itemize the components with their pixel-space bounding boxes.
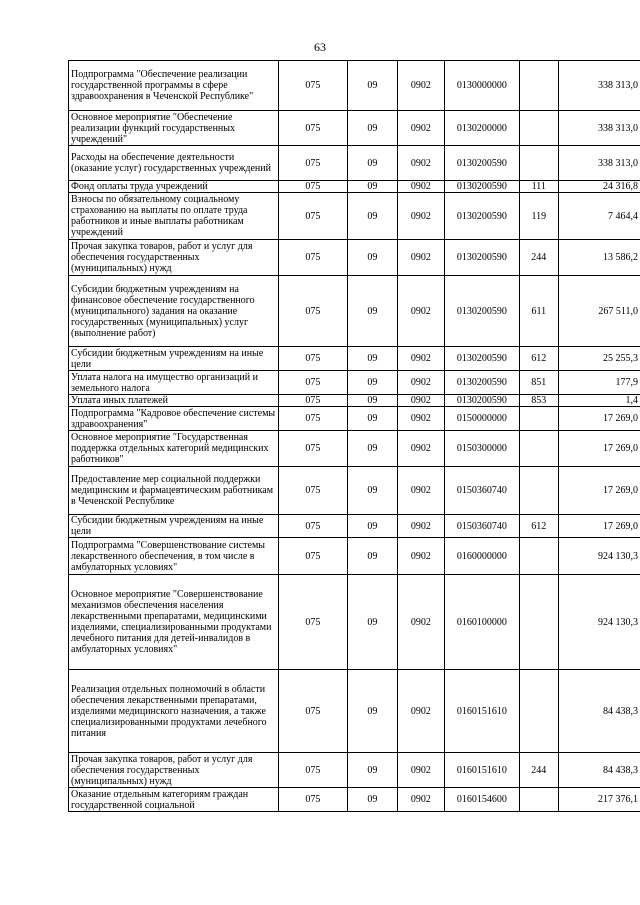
table-row — [69, 670, 640, 753]
row-amount: 338 313,0 — [558, 111, 640, 146]
row-expense-type — [519, 111, 558, 146]
table-row — [69, 240, 640, 276]
row-subsection-code: 0902 — [397, 146, 444, 181]
row-subsection-code: 0902 — [397, 347, 444, 371]
row-target-article: 0160154600 — [445, 788, 520, 812]
row-name: Подпрограмма "Обеспечение реализации государственной программы в сфере здравоохранения в Чеченской Республике" — [69, 61, 279, 111]
row-amount: 177,9 — [558, 371, 640, 395]
row-subsection-code: 0902 — [397, 111, 444, 146]
row-section-code: 09 — [348, 753, 398, 788]
row-amount: 267 511,0 — [558, 276, 640, 347]
table-row — [69, 515, 640, 538]
table-row — [69, 431, 640, 467]
row-target-article: 0150360740 — [445, 467, 520, 515]
row-amount: 25 255,3 — [558, 347, 640, 371]
row-expense-type: 611 — [519, 276, 558, 347]
row-subsection-code: 0902 — [397, 788, 444, 812]
row-ved-code: 075 — [278, 276, 348, 347]
row-amount: 84 438,3 — [558, 753, 640, 788]
row-expense-type — [519, 431, 558, 467]
row-expense-type — [519, 538, 558, 575]
row-expense-type — [519, 467, 558, 515]
table-row — [69, 146, 640, 181]
row-name: Расходы на обеспечение деятельности (оказание услуг) государственных учреждений — [69, 146, 279, 181]
row-target-article: 0160000000 — [445, 538, 520, 575]
row-name: Фонд оплаты труда учреждений — [69, 181, 279, 193]
row-expense-type: 244 — [519, 240, 558, 276]
row-expense-type: 853 — [519, 395, 558, 407]
row-section-code: 09 — [348, 181, 398, 193]
row-subsection-code: 0902 — [397, 515, 444, 538]
row-expense-type — [519, 575, 558, 670]
row-amount: 17 269,0 — [558, 515, 640, 538]
row-section-code: 09 — [348, 193, 398, 240]
row-amount: 338 313,0 — [558, 61, 640, 111]
row-target-article: 0130200590 — [445, 240, 520, 276]
row-subsection-code: 0902 — [397, 276, 444, 347]
row-target-article: 0150300000 — [445, 431, 520, 467]
row-target-article: 0130200590 — [445, 193, 520, 240]
row-amount: 924 130,3 — [558, 538, 640, 575]
row-expense-type — [519, 61, 558, 111]
row-name: Реализация отдельных полномочий в области обеспечения лекарственными препаратами, изделиями медицинского назначения, а также специализированными продуктами лечебного питания — [69, 670, 279, 753]
row-amount: 84 438,3 — [558, 670, 640, 753]
row-name: Субсидии бюджетным учреждениям на иные цели — [69, 515, 279, 538]
row-name: Подпрограмма "Кадровое обеспечение системы здравоохранения" — [69, 407, 279, 431]
row-ved-code: 075 — [278, 61, 348, 111]
row-ved-code: 075 — [278, 753, 348, 788]
row-target-article: 0130200590 — [445, 371, 520, 395]
row-name: Подпрограмма "Совершенствование системы лекарственного обеспечения, в том числе в амбулаторных условиях" — [69, 538, 279, 575]
row-target-article: 0150000000 — [445, 407, 520, 431]
row-name: Уплата налога на имущество организаций и земельного налога — [69, 371, 279, 395]
row-subsection-code: 0902 — [397, 181, 444, 193]
row-amount: 338 313,0 — [558, 146, 640, 181]
row-subsection-code: 0902 — [397, 670, 444, 753]
row-name: Взносы по обязательному социальному страхованию на выплаты по оплате труда работников и иные выплаты работникам учреждений — [69, 193, 279, 240]
row-amount: 17 269,0 — [558, 407, 640, 431]
row-name: Основное мероприятие "Совершенствование механизмов обеспечения населения лекарственными препаратами, медицинскими изделиями, специализированными продуктами лечебного питания для детей-инвалидов в амбулаторных условиях" — [69, 575, 279, 670]
row-section-code: 09 — [348, 407, 398, 431]
row-ved-code: 075 — [278, 407, 348, 431]
row-expense-type: 851 — [519, 371, 558, 395]
row-subsection-code: 0902 — [397, 407, 444, 431]
row-expense-type — [519, 146, 558, 181]
row-section-code: 09 — [348, 467, 398, 515]
table-row — [69, 111, 640, 146]
row-ved-code: 075 — [278, 181, 348, 193]
row-name: Оказание отдельным категориям граждан государственной социальной — [69, 788, 279, 812]
row-ved-code: 075 — [278, 347, 348, 371]
row-name: Основное мероприятие "Государственная поддержка отдельных категорий медицинских работников" — [69, 431, 279, 467]
row-ved-code: 075 — [278, 193, 348, 240]
row-expense-type — [519, 670, 558, 753]
table-row — [69, 538, 640, 575]
table-row — [69, 788, 640, 812]
page-number: 63 — [314, 40, 326, 54]
row-name: Субсидии бюджетным учреждениям на иные цели — [69, 347, 279, 371]
row-ved-code: 075 — [278, 111, 348, 146]
row-subsection-code: 0902 — [397, 240, 444, 276]
row-subsection-code: 0902 — [397, 575, 444, 670]
table-row — [69, 61, 640, 111]
row-target-article: 0130200590 — [445, 181, 520, 193]
row-ved-code: 075 — [278, 240, 348, 276]
row-section-code: 09 — [348, 347, 398, 371]
row-subsection-code: 0902 — [397, 61, 444, 111]
row-section-code: 09 — [348, 670, 398, 753]
row-target-article: 0130200590 — [445, 395, 520, 407]
budget-table — [68, 60, 640, 812]
row-amount: 1,4 — [558, 395, 640, 407]
row-section-code: 09 — [348, 61, 398, 111]
row-expense-type: 612 — [519, 515, 558, 538]
table-row — [69, 181, 640, 193]
row-subsection-code: 0902 — [397, 193, 444, 240]
row-target-article: 0130200000 — [445, 111, 520, 146]
table-row — [69, 371, 640, 395]
row-expense-type: 612 — [519, 347, 558, 371]
row-name: Предоставление мер социальной поддержки медицинским и фармацевтическим работникам в Чеченской Республике — [69, 467, 279, 515]
row-section-code: 09 — [348, 538, 398, 575]
row-ved-code: 075 — [278, 467, 348, 515]
row-section-code: 09 — [348, 788, 398, 812]
row-amount: 217 376,1 — [558, 788, 640, 812]
row-subsection-code: 0902 — [397, 395, 444, 407]
row-ved-code: 075 — [278, 395, 348, 407]
row-target-article: 0160151610 — [445, 670, 520, 753]
row-ved-code: 075 — [278, 371, 348, 395]
row-expense-type — [519, 407, 558, 431]
row-target-article: 0130000000 — [445, 61, 520, 111]
row-ved-code: 075 — [278, 538, 348, 575]
row-ved-code: 075 — [278, 670, 348, 753]
row-name: Субсидии бюджетным учреждениям на финансовое обеспечение государственного (муниципального) задания на оказание государственных (муниципальных) услуг (выполнение работ) — [69, 276, 279, 347]
row-target-article: 0130200590 — [445, 146, 520, 181]
row-subsection-code: 0902 — [397, 538, 444, 575]
row-target-article: 0130200590 — [445, 276, 520, 347]
row-ved-code: 075 — [278, 146, 348, 181]
table-row — [69, 753, 640, 788]
table-row — [69, 276, 640, 347]
row-expense-type — [519, 788, 558, 812]
row-expense-type: 111 — [519, 181, 558, 193]
row-target-article: 0130200590 — [445, 347, 520, 371]
row-section-code: 09 — [348, 431, 398, 467]
table-row — [69, 407, 640, 431]
row-amount: 924 130,3 — [558, 575, 640, 670]
row-target-article: 0150360740 — [445, 515, 520, 538]
row-section-code: 09 — [348, 240, 398, 276]
row-amount: 17 269,0 — [558, 431, 640, 467]
row-section-code: 09 — [348, 146, 398, 181]
row-subsection-code: 0902 — [397, 467, 444, 515]
row-target-article: 0160100000 — [445, 575, 520, 670]
row-amount: 7 464,4 — [558, 193, 640, 240]
table-row — [69, 347, 640, 371]
row-target-article: 0160151610 — [445, 753, 520, 788]
row-amount: 24 316,8 — [558, 181, 640, 193]
row-amount: 17 269,0 — [558, 467, 640, 515]
row-section-code: 09 — [348, 575, 398, 670]
table-row — [69, 467, 640, 515]
row-ved-code: 075 — [278, 515, 348, 538]
row-expense-type: 244 — [519, 753, 558, 788]
row-subsection-code: 0902 — [397, 753, 444, 788]
table-row — [69, 575, 640, 670]
row-subsection-code: 0902 — [397, 431, 444, 467]
row-amount: 13 586,2 — [558, 240, 640, 276]
row-section-code: 09 — [348, 515, 398, 538]
row-expense-type: 119 — [519, 193, 558, 240]
row-name: Прочая закупка товаров, работ и услуг для обеспечения государственных (муниципальных) нужд — [69, 753, 279, 788]
row-section-code: 09 — [348, 371, 398, 395]
row-section-code: 09 — [348, 395, 398, 407]
table-row — [69, 193, 640, 240]
row-ved-code: 075 — [278, 575, 348, 670]
row-name: Основное мероприятие "Обеспечение реализации функций государственных учреждений" — [69, 111, 279, 146]
row-name: Прочая закупка товаров, работ и услуг для обеспечения государственных (муниципальных) нужд — [69, 240, 279, 276]
row-ved-code: 075 — [278, 431, 348, 467]
row-section-code: 09 — [348, 276, 398, 347]
table-row — [69, 395, 640, 407]
row-name: Уплата иных платежей — [69, 395, 279, 407]
row-subsection-code: 0902 — [397, 371, 444, 395]
row-section-code: 09 — [348, 111, 398, 146]
row-ved-code: 075 — [278, 788, 348, 812]
